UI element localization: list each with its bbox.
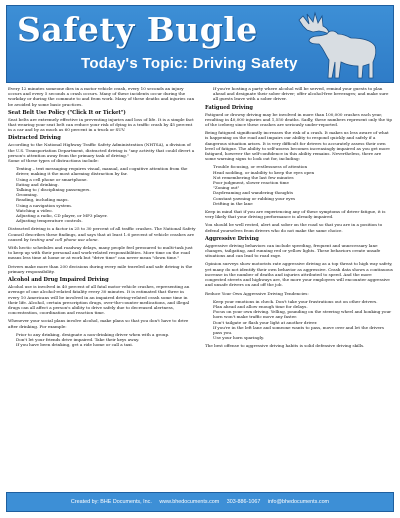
list-item: • Using a navigation system. [16,203,196,208]
moose-icon [291,10,383,82]
footer-phone: 303-886-1067 [226,499,261,505]
aggressive-paragraph-two: Opinion surveys show motorists rate aggressive driving as a top threat to high way safety, yet many do not identify their own behavior as aggressive. Crash data shows a continuous increase in the number of deaths and injuries attributed to speed. And the more congested streets and highways are, the more your employees will encounter aggressive and unsafe drivers on and off the job. [205,261,393,288]
aggressive-tips-list [205,299,393,341]
list-item: • If you're hosting a party where alcohol will be served, remind your guests to plan ahead and designate their sober driver; offer alcohol-free beverages; and make sure all guests leave with a sober driver. [213,86,393,102]
list-item: • Don't tailgate or flash your light at another driver. [213,320,393,325]
seat-belt-paragraph: Seat belts are extremely effective in preventing injuries and loss of life. It is a simple fact that wearing your seat belt can reduce your risk of dying in a traffic crash by 45 percent in a car and by as much as 60 percent in a truck or SUV. [8,116,194,133]
list-item: • Plan ahead and allow enough time for delays. [213,304,393,309]
footer-created: Created by: BHE Documents, Inc. [70,499,152,505]
fatigued-heading: Fatigued Driving [205,104,253,111]
list-item: • Texting – text messaging requires visual, manual, and cognitive attention from the driver, making it the most alarming distraction by far. [16,166,196,176]
list-item: • Adjusting temperature controls. [16,218,196,223]
list-item: • Watching a video. [16,208,196,213]
article-body [8,86,394,491]
list-item: • Reading, including maps. [16,197,196,202]
list-item: • Keep your emotions in check. Don't take your frustrations out on other drivers. [213,299,393,304]
fatigued-paragraph: Fatigued or drowsy driving may be involved in more than 100,000 crashes each year, resulting in 40,000 injuries and 1,550 deaths. Sadly, these numbers represent only the tip of the iceberg since these crashes are seriously under-reported. [205,111,392,128]
alcohol-paragraph: Alcohol use is involved in 40 percent of all fatal motor vehicle crashes, representing an average of one alcohol-related fatality every 30 minutes. It is estimated that three in every 10 Americans will be involved in an impaired driving-related crash some time in their life. Alcohol, certain prescription drugs, over-the-counter medications, and illegal drugs can all affect a person's ability to drive safely due to decreased alertness, concentration, coordination and reaction time. [8,284,190,316]
fatigued-paragraph-four: You should be well rested, alert and sober on the road so that you are in a position to defend yourselves from drivers who do not make the same choice. [205,222,383,233]
schedules-paragraph: With hectic schedules and roadway delays, many people feel pressured to multi-task just to keep up with their personal and work-related responsibilities. More time on the road means less time at home or at work but "drive time" can never mean "down time." [8,245,193,261]
decisions-paragraph: Drivers make more than 200 decisions during every mile traveled and safe driving is the primary responsibility. [8,263,193,274]
footer-email-link[interactable]: info@bhedocuments.com [267,499,330,505]
seat-belt-heading: Seat Belt Use Policy ("Click It or Ticket") [8,109,126,116]
closing-paragraph: The best offense to aggressive driving habits is solid defensive driving skills. [205,343,365,349]
list-item: • Don't let your friends drive impaired. Take their keys away. [16,337,196,342]
distracted-stats-paragraph: Distracted driving is a factor in 25 to 30 percent of all traffic crashes. The National Safety Council describes these findings, and says that at least 1.6 percent of vehicle crashes are caused by texting and cell phone use alone. [8,226,196,242]
list-item: • Adjusting a radio, CD player, or MP3 player. [16,213,196,218]
fatigued-paragraph-three: Keep in mind that if you are experiencing any of these symptoms of driver fatigue, it is very likely that your driving performance is already impaired. [205,209,386,220]
list-item: • If you have been drinking, get a ride home or call a taxi. [16,342,196,347]
aggressive-lead: Reduce Your Own Aggressive Driving Tendencies: [205,290,309,296]
footer-url-link[interactable]: www.bhedocuments.com [159,499,220,505]
warning-signs-list [205,164,393,206]
hosting-tips-list [205,86,393,102]
list-item: • Grooming. [16,192,196,197]
list-item: • Focus on your own driving. Yelling, pounding on the steering wheel and honking your horn won't make traffic move any faster. [213,309,393,319]
list-item: • Constant yawning or rubbing your eyes [213,196,393,201]
intro-paragraph: Every 12 minutes someone dies in a motor vehicle crash, every 10 seconds an injury occurs and every 5 seconds a crash occurs. Many of these incidents occur during the workday or during the commute to and from work. Many of these deaths and injuries can be avoided by some basic practices. [8,86,195,107]
alcohol-tips-list [8,332,196,348]
aggressive-paragraph: Aggressive driving behaviors can include speeding, frequent and unnecessary lane changes, tailgating, and running red or yellow lights. These behaviors create unsafe situations and can lead to road rage. [205,242,381,259]
fatigued-paragraph-two: Being fatigued significantly increases the risk of a crash. It makes us less aware of what is happening on the road and impairs our ability to respond quickly and safely if a dangerous situation arises. It is very difficult for drivers to accurately assess their own level of fatigue. The ability to self-assess becomes increasingly impaired as you get more fatigued, however the self-confidence in this ability remains. Nevertheless, there are some warning signs to look out for, including: [205,130,390,162]
page-subtitle: Today's Topic: Driving Safety [81,55,298,72]
aggressive-heading: Aggressive Driving [205,235,259,242]
list-item: • Eating and drinking. [16,182,196,187]
list-item: • Trouble focusing, or restlessness of attention [213,164,393,169]
page-title: Safety Bugle [17,10,258,49]
list-item: • Talking to / disciplining passengers. [16,187,196,192]
distractions-list [8,166,196,223]
alcohol-lead: Whenever your social plans involve alcohol, make plans so that you don't have to drive after drinking. For example: [8,318,189,329]
list-item: • Not remembering the last few minutes [213,175,393,180]
list-item: • Drifting in the lane [213,201,393,206]
list-item: • Daydreaming and wandering thoughts [213,190,393,195]
distracted-heading: Distracted Driving [8,135,61,142]
list-item: • Using a cell phone or smartphone. [16,177,196,182]
list-item: • Prior to any drinking, designate a non-drinking driver when with a group. [16,332,196,337]
right-column [205,86,393,491]
list-item: • Poor judgment, slower reaction time [213,180,393,185]
list-item: • Use your horn sparingly. [213,335,393,340]
header-banner [6,5,394,83]
left-column [8,86,196,491]
list-item: • "Zoning out" [213,185,393,190]
list-item: • Head nodding, or inability to keep the eyes open [213,170,393,175]
list-item: • If you're in the left lane and someone wants to pass, move over and let the drivers pass you. [213,325,393,335]
distracted-paragraph: According to the National Highway Traffic Safety Administration (NHTSA), a division of the U.S. Transportation Department, distracted driving is "any activity that could divert a person's attention away from the primary task of driving." Some of these types of distractions include: [8,142,195,164]
footer-bar [6,492,394,512]
alcohol-heading: Alcohol and Drug Impaired Driving [8,277,109,284]
